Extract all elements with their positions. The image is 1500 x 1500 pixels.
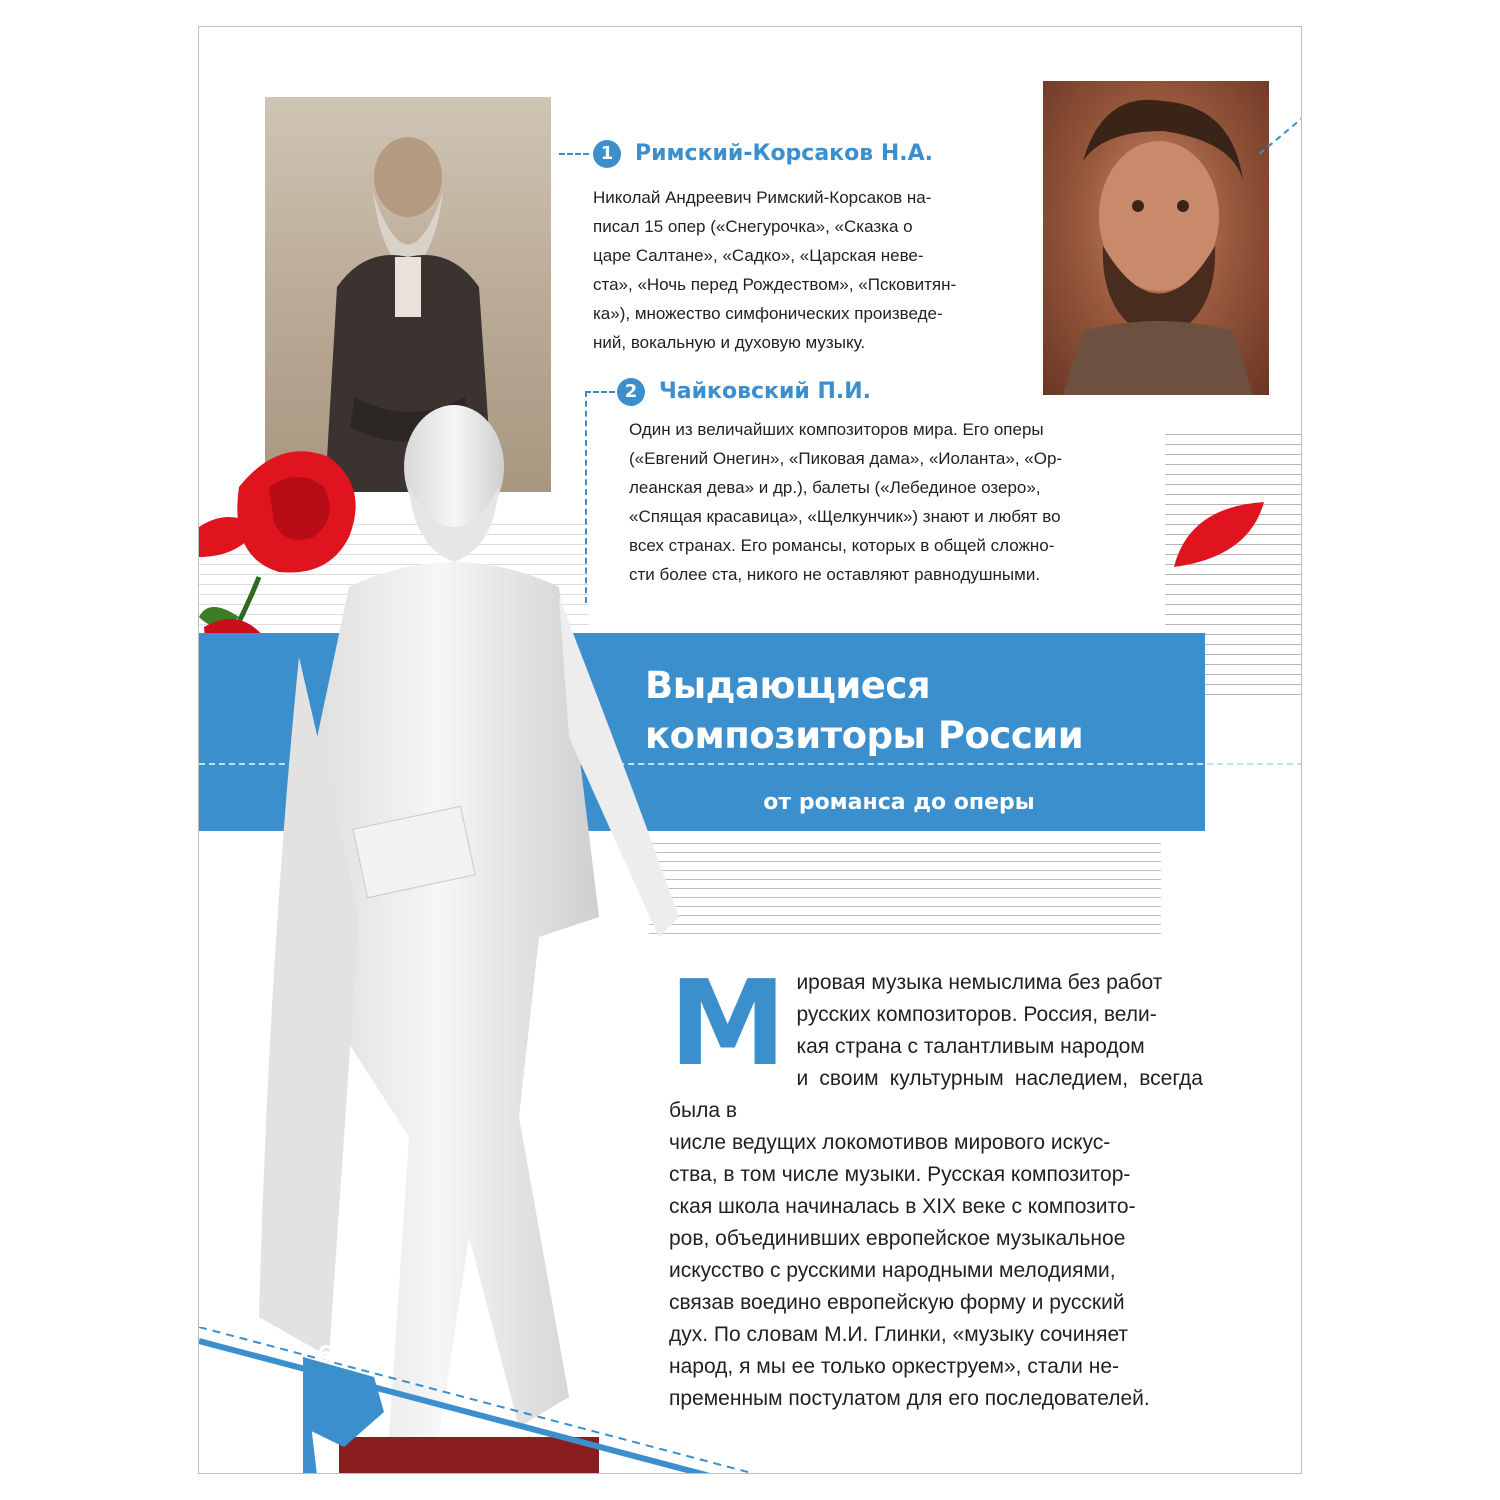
text-line: ства, в том числе музыки. Русская композитор- bbox=[669, 1163, 1131, 1186]
section-2-heading: Чайковский П.И. bbox=[659, 379, 872, 404]
page-subtitle: от романса до оперы bbox=[763, 790, 1035, 815]
text-line: царе Салтане», «Садко», «Царская неве- bbox=[593, 246, 924, 265]
text-line: кая страна с талантливым народом bbox=[796, 1035, 1145, 1058]
text-line: «Спящая красавица», «Щелкунчик») знают и любят во bbox=[629, 507, 1061, 526]
page-number: 66 bbox=[317, 1343, 348, 1368]
text-line: и своим культурным наследием, всегда была в bbox=[669, 1067, 1203, 1122]
title-line-2: композиторы России bbox=[645, 714, 1084, 757]
text-line: числе ведущих локомотивов мирового искус- bbox=[669, 1131, 1111, 1154]
section-1-text bbox=[593, 183, 1013, 357]
text-line: («Евгений Онегин», «Пиковая дама», «Иоланта», «Ор- bbox=[629, 449, 1063, 468]
text-line: ка»), множество симфонических произведе- bbox=[593, 304, 943, 323]
title-line-1: Выдающиеся bbox=[645, 664, 931, 707]
text-line: сти более ста, никого не оставляют равнодушными. bbox=[629, 565, 1041, 584]
text-line: связав воедино европейскую форму и русский bbox=[669, 1291, 1125, 1314]
text-line: русских композиторов. Россия, вели- bbox=[796, 1003, 1157, 1026]
text-line: ста», «Ночь перед Рождеством», «Псковитян- bbox=[593, 275, 957, 294]
text-line: дух. По словам М.И. Глинки, «музыку сочиняет bbox=[669, 1323, 1129, 1346]
page-number-ribbon bbox=[199, 1327, 759, 1474]
connector-line-2 bbox=[585, 391, 615, 393]
drop-cap: М bbox=[669, 954, 787, 1092]
connector-line-2-vertical bbox=[585, 391, 587, 603]
text-line: ская школа начиналась в XIX веке с композито- bbox=[669, 1195, 1136, 1218]
text-line: искусство с русскими народными мелодиями, bbox=[669, 1259, 1116, 1282]
mussorgsky-figure bbox=[1043, 81, 1269, 395]
rose-petal-icon bbox=[1169, 497, 1269, 577]
book-page bbox=[198, 26, 1302, 1474]
text-line: ний, вокальную и духовую музыку. bbox=[593, 333, 866, 352]
text-line: Николай Андреевич Римский-Корсаков на- bbox=[593, 188, 932, 207]
section-1-number: 1 bbox=[593, 140, 621, 168]
text-line: всех странах. Его романсы, которых в общей сложно- bbox=[629, 536, 1055, 555]
text-line: леанская дева» и др.), балеты («Лебединое озеро», bbox=[629, 478, 1041, 497]
connector-line-1 bbox=[559, 153, 589, 155]
text-line: писал 15 опер («Снегурочка», «Сказка о bbox=[593, 217, 913, 236]
section-2-number: 2 bbox=[617, 378, 645, 406]
section-2-text bbox=[629, 415, 1137, 589]
text-line: ров, объединивших европейское музыкальное bbox=[669, 1227, 1126, 1250]
section-1-heading: Римский-Корсаков Н.А. bbox=[635, 141, 933, 166]
text-line: ировая музыка немыслима без работ bbox=[796, 971, 1163, 994]
text-line: пременным постулатом для его последователей. bbox=[669, 1387, 1150, 1410]
text-line: народ, я мы ее только оркеструем», стали не- bbox=[669, 1355, 1119, 1378]
mussorgsky-portrait-painting bbox=[1043, 81, 1269, 395]
text-line: Один из величайших композиторов мира. Его оперы bbox=[629, 420, 1044, 439]
